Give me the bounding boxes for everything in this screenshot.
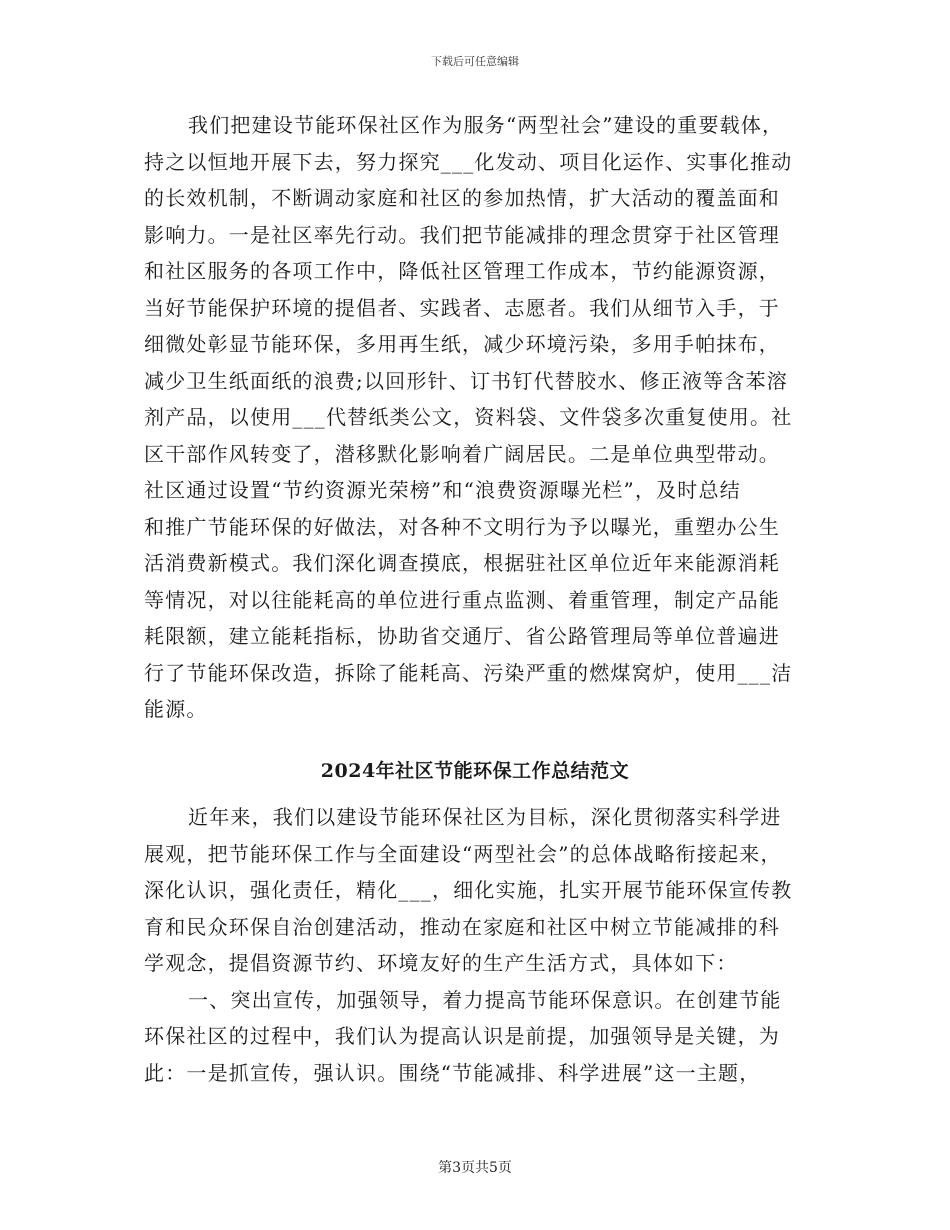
text-line: 近年来，我们以建设节能环保社区为目标，深化贯彻落实科学进 <box>188 805 782 829</box>
text-line: 持之以恒地开展下去，努力探究___化发动、项目化运作、实事化推动 <box>144 150 793 174</box>
text-line: 影响力。一是社区率先行动。我们把节能减排的理念贯穿于社区管理 <box>144 223 780 247</box>
text-line: 活消费新模式。我们深化调查摸底，根据驻社区单位近年来能源消耗 <box>144 551 780 575</box>
text-line: 减少卫生纸面纸的浪费;以回形针、订书钉代替胶水、修正液等含苯溶 <box>144 369 788 393</box>
text-line: 的长效机制，不断调动家庭和社区的参加热情，扩大活动的覆盖面和 <box>144 186 780 210</box>
text-line: 当好节能保护环境的提倡者、实践者、志愿者。我们从细节入手，于 <box>144 296 780 320</box>
text-line: 环保社区的过程中，我们认为提高认识是前提，加强领导是关键，为 <box>144 1024 780 1048</box>
text-line: 我们把建设节能环保社区作为服务“两型社会”建设的重要载体， <box>188 113 784 137</box>
section-title: 2024年社区节能环保工作总结范文 <box>320 760 630 782</box>
text-line: 此：一是抓宣传，强认识。围绕“节能减排、科学进展”这一主题， <box>144 1061 761 1085</box>
page-footer: 第3页共5页 <box>438 1160 512 1176</box>
page-header: 下载后可任意编辑 <box>431 55 519 68</box>
text-line: 育和民众环保自治创建活动，推动在家庭和社区中树立节能减排的科 <box>144 915 780 939</box>
text-line: 耗限额，建立能耗指标，协助省交通厅、省公路管理局等单位普遍进 <box>144 624 780 648</box>
text-line: 展观，把节能环保工作与全面建设“两型社会”的总体战略衔接起来， <box>144 842 782 866</box>
text-line: 区干部作风转变了，潜移默化影响着广阔居民。二是单位典型带动。 <box>144 442 780 466</box>
text-line: 剂产品，以使用___代替纸类公文，资料袋、文件袋多次重复使用。社 <box>144 405 793 429</box>
text-line: 行了节能环保改造，拆除了能耗高、污染严重的燃煤窝炉，使用___洁 <box>144 661 793 685</box>
text-line: 和推广节能环保的好做法，对各种不文明行为予以曝光，重塑办公生 <box>144 515 780 539</box>
text-line: 等情况，对以往能耗高的单位进行重点监测、着重管理，制定产品能 <box>144 588 780 612</box>
text-line: 和社区服务的各项工作中，降低社区管理工作成本，节约能源资源， <box>144 259 780 283</box>
text-line: 深化认识，强化责任，精化___，细化实施，扎实开展节能环保宣传教 <box>144 878 793 902</box>
text-line: 一、突出宣传，加强领导，着力提高节能环保意识。在创建节能 <box>188 988 782 1012</box>
text-line: 社区通过设置“节约资源光荣榜”和“浪费资源曝光栏”，及时总结 <box>144 478 741 502</box>
text-line: 能源。 <box>144 697 208 721</box>
text-line: 学观念，提倡资源节约、环境友好的生产生活方式，具体如下： <box>144 951 738 975</box>
text-line: 细微处彰显节能环保，多用再生纸，减少环境污染，多用手帕抹布， <box>144 332 780 356</box>
